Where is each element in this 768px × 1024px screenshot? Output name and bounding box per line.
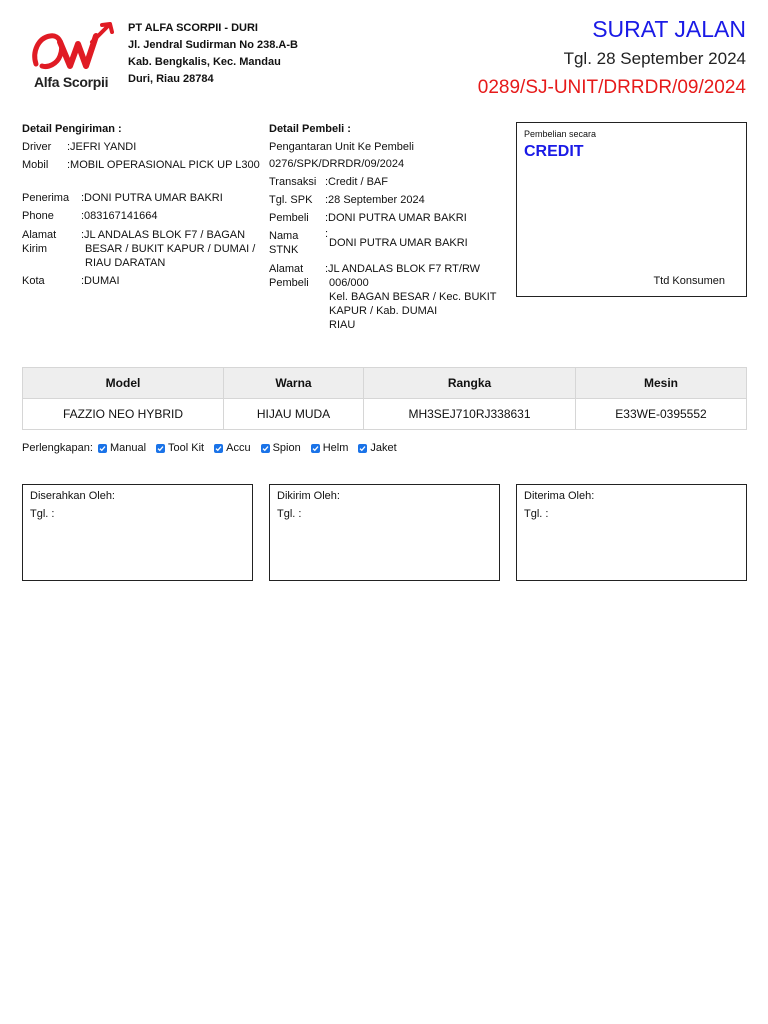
alamat-pembeli-value: KAPUR / Kab. DUMAI [329, 305, 438, 317]
signature-date: Tgl. : [277, 508, 302, 520]
alamat-kirim-row [22, 229, 262, 271]
checkbox-label: Manual [109, 442, 147, 454]
tgl-spk-value: :28 September 2024 [325, 194, 425, 206]
cell-mesin: E33WE-0395552 [576, 399, 747, 430]
spk-number: 0276/SPK/DRRDR/09/2024 [269, 158, 405, 170]
checkbox-checked-icon [261, 444, 270, 453]
nama-stnk-label: STNK [269, 244, 299, 256]
tgl-spk-label: Tgl. SPK [269, 194, 313, 206]
checkbox-accu[interactable] [214, 442, 250, 454]
alamat-pembeli-label: Pembeli [269, 277, 309, 289]
checkbox-checked-icon [214, 444, 223, 453]
table-header-row [23, 368, 747, 399]
unit-table [22, 367, 747, 430]
kota-label: Kota [22, 275, 45, 287]
penerima-label: Penerima [22, 192, 70, 204]
driver-label: Driver [22, 141, 52, 153]
checkbox-spion[interactable] [261, 442, 301, 454]
nama-stnk-colon: : [325, 228, 329, 240]
phone-label: Phone [22, 210, 54, 222]
column-header-warna: Warna [224, 368, 364, 399]
alamat-pembeli-value: RIAU [329, 319, 356, 331]
checkbox-label: Spion [272, 442, 301, 454]
alamat-pembeli-value: 006/000 [329, 277, 369, 289]
cell-warna: HIJAU MUDA [224, 399, 364, 430]
company-address-line: Jl. Jendral Sudirman No 238.A-B [128, 39, 298, 51]
payment-method-label: Pembelian secara [524, 129, 597, 139]
column-header-rangka: Rangka [364, 368, 576, 399]
alamat-kirim-label: Alamat [22, 229, 57, 241]
company-address-line: Kab. Bengkalis, Kec. Mandau [128, 56, 281, 68]
checkbox-jaket[interactable] [358, 442, 396, 454]
table-row [23, 399, 747, 430]
document-title: SURAT JALAN [592, 16, 746, 42]
company-info [128, 20, 298, 88]
kota-value: :DUMAI [81, 275, 120, 287]
checkbox-label: Accu [226, 442, 251, 454]
signature-box-diserahkan [22, 484, 253, 581]
phone-value: :083167141664 [81, 210, 158, 222]
pembeli-title: Detail Pembeli : [269, 123, 351, 135]
cell-model: FAZZIO NEO HYBRID [23, 399, 224, 430]
pengiriman-title: Detail Pengiriman : [22, 123, 122, 135]
signature-date: Tgl. : [524, 508, 549, 520]
checkbox-tool-kit[interactable] [156, 442, 204, 454]
penerima-value: :DONI PUTRA UMAR BAKRI [81, 192, 223, 204]
checkbox-checked-icon [311, 444, 320, 453]
perlengkapan-list [22, 442, 397, 454]
alamat-kirim-value: RIAU DARATAN [85, 257, 166, 269]
mobil-label: Mobil [22, 159, 49, 171]
transaksi-value: :Credit / BAF [325, 176, 388, 188]
company-address-line: Duri, Riau 28784 [128, 73, 214, 85]
customer-signature-label: Ttd Konsumen [653, 275, 725, 287]
signature-title: Dikirim Oleh: [277, 490, 340, 502]
pembeli-label: Pembeli [269, 212, 309, 224]
checkbox-checked-icon [98, 444, 107, 453]
column-header-model: Model [23, 368, 224, 399]
signature-title: Diserahkan Oleh: [30, 490, 115, 502]
nama-stnk-value: DONI PUTRA UMAR BAKRI [329, 237, 468, 249]
alamat-kirim-value: BESAR / BUKIT KAPUR / DUMAI / [85, 243, 256, 255]
nama-stnk-label: Nama [269, 230, 299, 242]
perlengkapan-label: Perlengkapan: [22, 442, 93, 454]
checkbox-manual[interactable] [98, 442, 146, 454]
transaksi-label: Transaksi [269, 176, 317, 188]
checkbox-checked-icon [156, 444, 165, 453]
alamat-pembeli-value: Kel. BAGAN BESAR / Kec. BUKIT [329, 291, 497, 303]
signature-box-dikirim [269, 484, 500, 581]
cell-rangka: MH3SEJ710RJ338631 [364, 399, 576, 430]
alamat-pembeli-value: :JL ANDALAS BLOK F7 RT/RW [325, 263, 481, 275]
driver-value: :JEFRI YANDI [67, 141, 137, 153]
company-name: PT ALFA SCORPII - DURI [128, 22, 258, 34]
signature-date: Tgl. : [30, 508, 55, 520]
alamat-pembeli-label: Alamat [269, 263, 304, 275]
payment-method-value: CREDIT [524, 143, 584, 160]
document-number: 0289/SJ-UNIT/DRRDR/09/2024 [477, 77, 746, 98]
alamat-kirim-label: Kirim [22, 243, 48, 255]
mobil-value: :MOBIL OPERASIONAL PICK UP L300 [67, 159, 260, 171]
pembeli-value: :DONI PUTRA UMAR BAKRI [325, 212, 467, 224]
checkbox-helm[interactable] [311, 442, 349, 454]
logo-text: Alfa Scorpii [34, 74, 109, 90]
signature-title: Diterima Oleh: [524, 490, 595, 502]
nama-stnk-row [269, 230, 499, 258]
alamat-kirim-value: :JL ANDALAS BLOK F7 / BAGAN [81, 229, 246, 241]
pengantaran-text: Pengantaran Unit Ke Pembeli [269, 141, 414, 153]
checkbox-label: Tool Kit [168, 442, 205, 454]
signature-box-diterima [516, 484, 747, 581]
payment-method-box [516, 122, 747, 297]
checkbox-checked-icon [358, 444, 367, 453]
column-header-mesin: Mesin [576, 368, 747, 399]
document-date: Tgl. 28 September 2024 [563, 49, 746, 68]
checkbox-label: Jaket [370, 442, 397, 454]
checkbox-label: Helm [322, 442, 349, 454]
alamat-pembeli-row [269, 263, 499, 333]
